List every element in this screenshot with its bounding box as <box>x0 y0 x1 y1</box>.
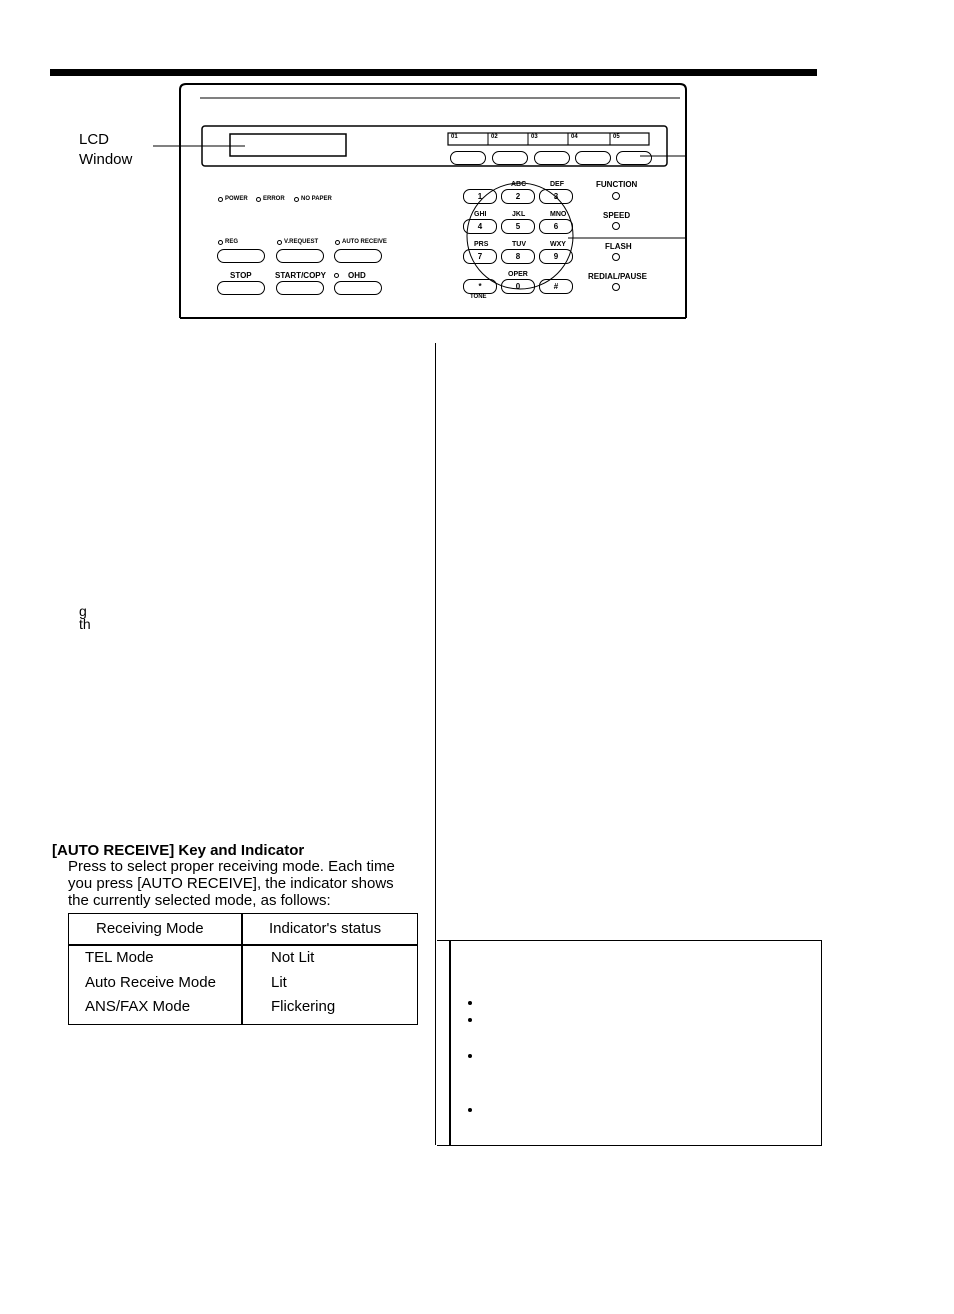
keypad-key-7[interactable]: 7 <box>463 249 497 264</box>
key-label: OHD <box>348 271 366 280</box>
ohd-led-icon <box>334 273 339 278</box>
keypad-key-0[interactable]: 0 <box>501 279 535 294</box>
v-request-led-icon <box>277 240 282 245</box>
description-line: you press [AUTO RECEIVE], the indicator shows <box>68 875 394 892</box>
keypad-key-2[interactable]: 2 <box>501 189 535 204</box>
keypad-key-star[interactable]: * <box>463 279 497 294</box>
redial-pause-button[interactable] <box>612 283 620 291</box>
fragment-line2: th <box>79 616 91 632</box>
keypad-key-1[interactable]: 1 <box>463 189 497 204</box>
one-touch-key-3[interactable] <box>534 151 570 165</box>
bullet-icon <box>468 1054 472 1058</box>
one-touch-label: 05 <box>613 134 620 140</box>
one-touch-label: 01 <box>451 134 458 140</box>
one-touch-label: 04 <box>571 134 578 140</box>
indicator-label: NO PAPER <box>301 196 332 202</box>
one-touch-key-4[interactable] <box>575 151 611 165</box>
table-column-rule <box>241 914 243 1024</box>
column-divider <box>435 343 436 1145</box>
flash-key-label: FLASH <box>605 242 632 251</box>
callout-line2: Window <box>79 151 133 168</box>
one-touch-key-2[interactable] <box>492 151 528 165</box>
bullet-icon <box>468 1018 472 1022</box>
note-box-rule <box>449 941 451 1145</box>
indicator-label: ERROR <box>263 196 285 202</box>
table-header: Indicator's status <box>269 920 382 937</box>
key-label: STOP <box>230 271 252 280</box>
keypad-key-4[interactable]: 4 <box>463 219 497 234</box>
table-header-rule <box>69 944 417 946</box>
table-cell: Lit <box>271 974 287 991</box>
auto-receive-button[interactable] <box>334 249 382 263</box>
cropped-text-fragment <box>79 605 91 631</box>
power-led-icon <box>218 197 223 202</box>
key-label: AUTO RECEIVE <box>342 239 387 245</box>
speed-button[interactable] <box>612 222 620 230</box>
keypad-letters: WXY <box>550 241 566 248</box>
table-cell: TEL Mode <box>85 949 154 966</box>
table-cell: ANS/FAX Mode <box>85 998 191 1015</box>
description-line: Press to select proper receiving mode. Each time <box>68 858 395 875</box>
v-request-button[interactable] <box>276 249 324 263</box>
keypad-letters: JKL <box>512 211 526 218</box>
start-copy-button[interactable] <box>276 281 324 295</box>
reg-led-icon <box>218 240 223 245</box>
keypad-letters: TONE <box>470 294 487 300</box>
key-label: START/COPY <box>275 271 326 280</box>
auto-receive-heading: [AUTO RECEIVE] Key and Indicator <box>52 842 305 859</box>
key-label: REG <box>225 239 239 245</box>
bullet-icon <box>468 1108 472 1112</box>
redial-pause-key-label: REDIAL/PAUSE <box>588 272 647 281</box>
keypad-letters: MNO <box>550 211 567 218</box>
keypad-key-5[interactable]: 5 <box>501 219 535 234</box>
no-paper-led-icon <box>294 197 299 202</box>
keypad-key-8[interactable]: 8 <box>501 249 535 264</box>
table-header: Receiving Mode <box>96 920 204 937</box>
keypad-letters: GHI <box>474 211 487 218</box>
bullet-icon <box>468 1001 472 1005</box>
fragment-line1: g <box>79 603 87 619</box>
one-touch-label: 03 <box>531 134 538 140</box>
speed-key-label: SPEED <box>603 211 631 220</box>
flash-button[interactable] <box>612 253 620 261</box>
indicator-label: POWER <box>225 196 248 202</box>
one-touch-label: 02 <box>491 134 498 140</box>
error-led-icon <box>256 197 261 202</box>
key-label: V.REQUEST <box>284 239 319 245</box>
function-button[interactable] <box>612 192 620 200</box>
one-touch-key-5[interactable] <box>616 151 652 165</box>
description-line: the currently selected mode, as follows: <box>68 892 331 909</box>
ohd-button[interactable] <box>334 281 382 295</box>
note-box <box>437 940 822 1146</box>
table-cell: Flickering <box>271 998 336 1015</box>
reg-button[interactable] <box>217 249 265 263</box>
keypad-letters: TUV <box>512 241 526 248</box>
table-cell: Auto Receive Mode <box>85 974 216 991</box>
keypad-key-9[interactable]: 9 <box>539 249 573 264</box>
keypad-key-6[interactable]: 6 <box>539 219 573 234</box>
receiving-mode-table <box>68 913 418 1025</box>
keypad-letters: ABC <box>511 181 527 188</box>
auto-receive-led-icon <box>335 240 340 245</box>
keypad-key-hash[interactable]: # <box>539 279 573 294</box>
stop-button[interactable] <box>217 281 265 295</box>
auto-receive-description <box>68 858 433 909</box>
function-key-label: FUNCTION <box>596 180 638 189</box>
keypad-letters: OPER <box>508 271 528 278</box>
keypad-letters: PRS <box>474 241 489 248</box>
keypad-letters: DEF <box>550 181 564 188</box>
table-cell: Not Lit <box>271 949 315 966</box>
keypad-key-3[interactable]: 3 <box>539 189 573 204</box>
one-touch-key-1[interactable] <box>450 151 486 165</box>
callout-line1: LCD <box>79 131 110 148</box>
